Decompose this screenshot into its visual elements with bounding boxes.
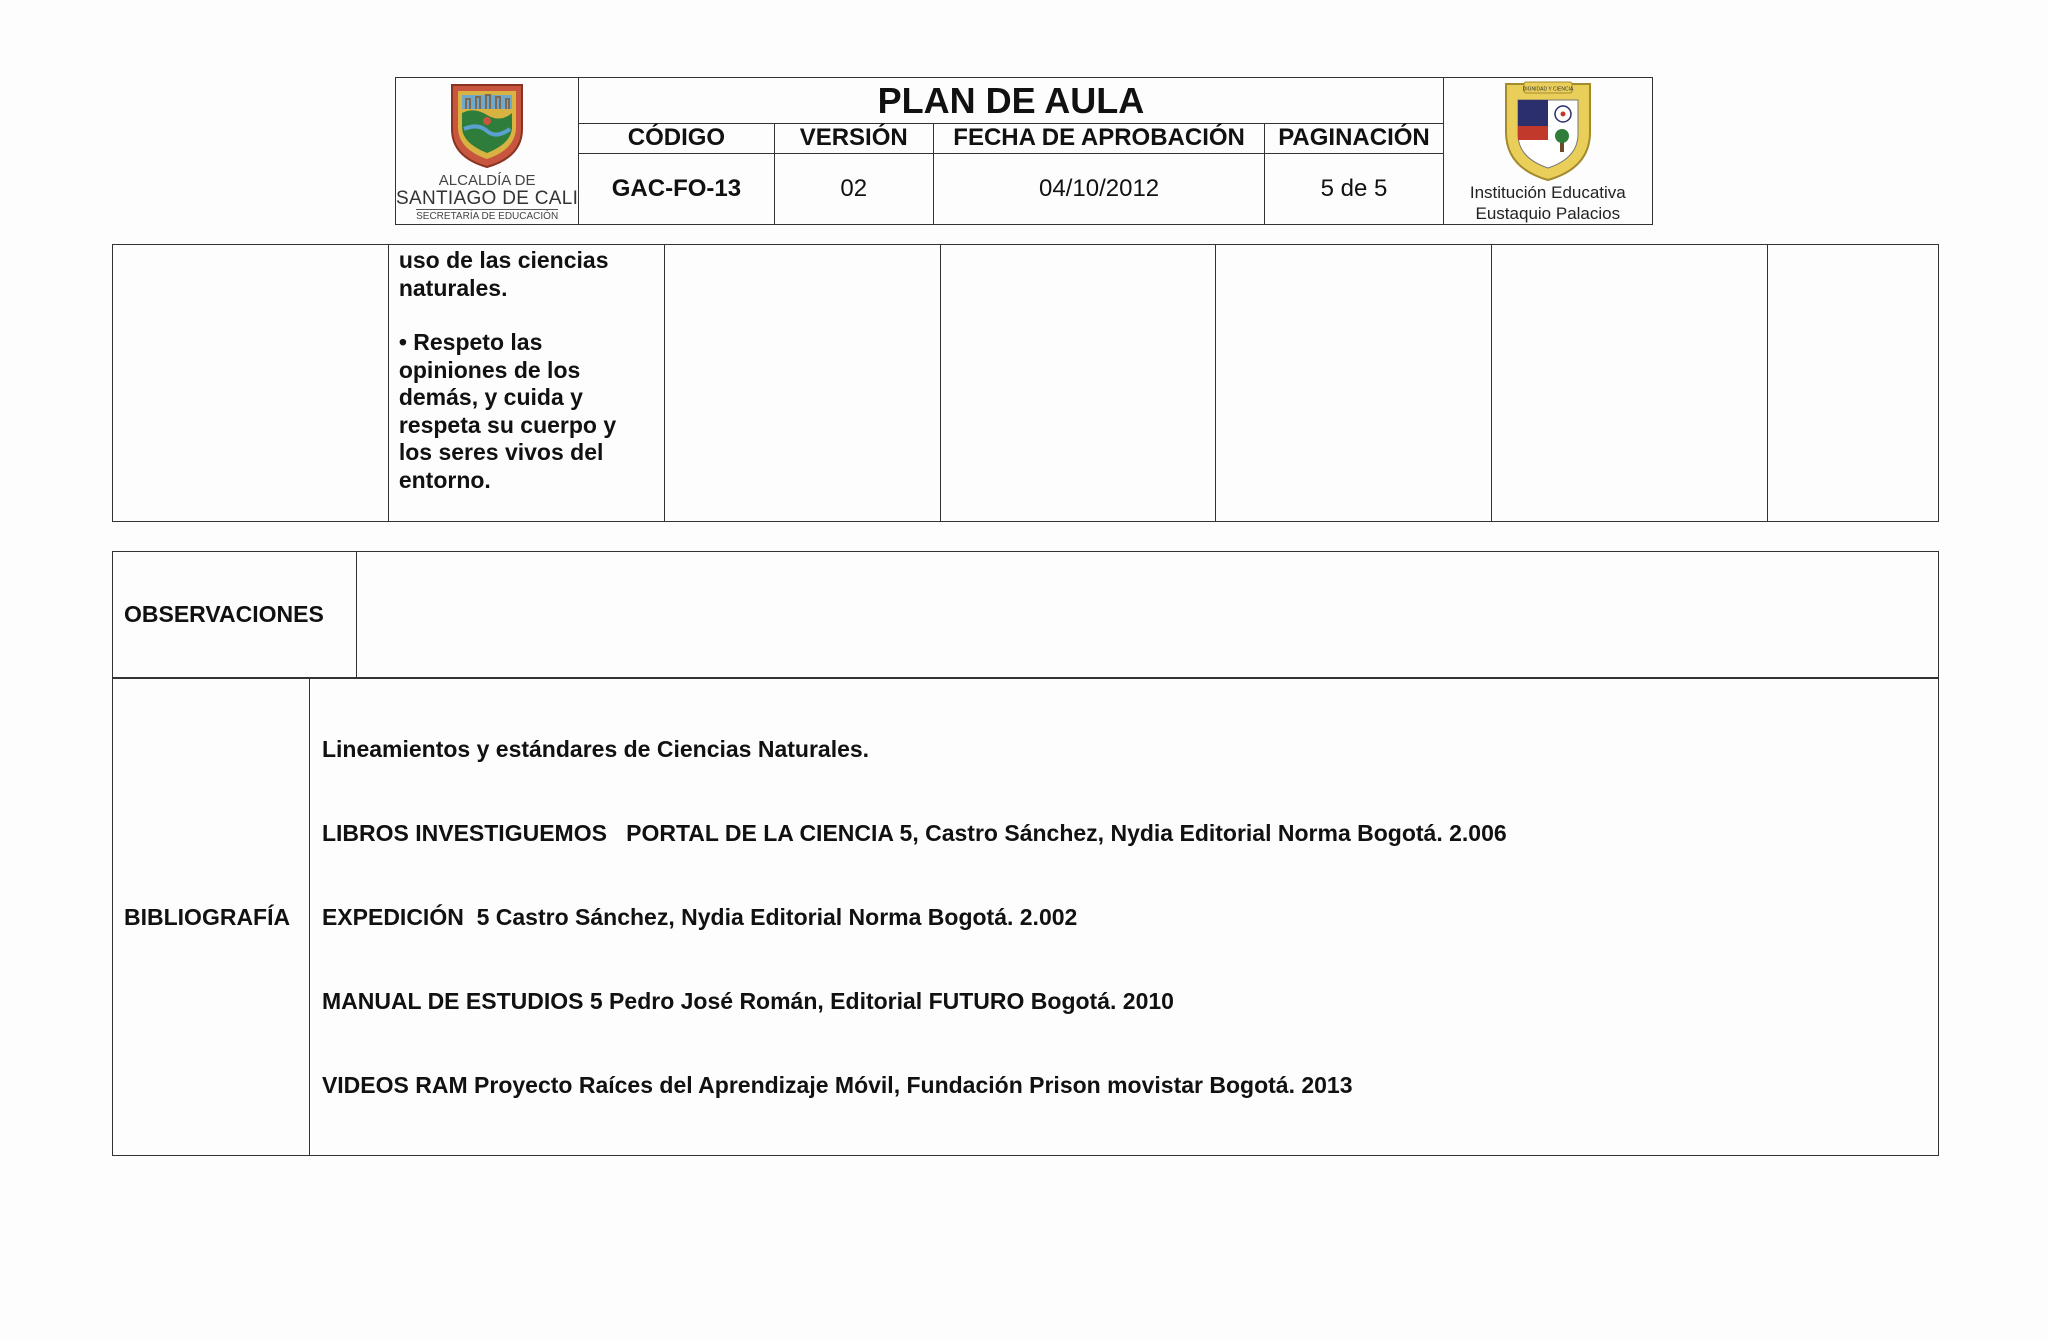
- bibliography-item: LIBROS INVESTIGUEMOS PORTAL DE LA CIENCIA 5, Castro Sánchez, Nydia Editorial Norma Bogotá. 2.006: [321, 820, 1507, 846]
- cali-logo-line1: ALCALDÍA DE: [438, 171, 536, 189]
- pagination-value: 5 de 5: [1265, 153, 1443, 225]
- bibliography-label: BIBLIOGRAFÍA: [113, 679, 310, 1156]
- school-motto: DIGNIDAD Y CIENCIA: [1522, 86, 1574, 93]
- bibliography-list: [309, 679, 1938, 1156]
- table-cell: [1768, 245, 1939, 522]
- code-label: CÓDIGO: [579, 124, 774, 153]
- competency-paragraph: uso de las ciencias naturales.: [398, 247, 609, 301]
- cali-logo: [396, 81, 578, 222]
- bibliography-item: MANUAL DE ESTUDIOS 5 Pedro José Román, Editorial FUTURO Bogotá. 2010: [321, 988, 1174, 1014]
- version-value: 02: [774, 153, 933, 225]
- school-logo-cell: [1443, 78, 1652, 225]
- version-label: VERSIÓN: [774, 124, 933, 153]
- table-cell: [1492, 245, 1768, 522]
- cali-logo-cell: [396, 78, 579, 225]
- bibliography-item: Lineamientos y estándares de Ciencias Naturales.: [321, 736, 870, 762]
- table-cell: [940, 245, 1216, 522]
- school-name-line2: Eustaquio Palacios: [1475, 204, 1621, 223]
- cali-logo-line3: SECRETARÍA DE EDUCACIÓN: [416, 210, 559, 222]
- cali-logo-line2: SANTIAGO DE CALI: [396, 187, 579, 209]
- cali-coat-of-arms-icon: [448, 81, 526, 169]
- bibliography-item: EXPEDICIÓN 5 Castro Sánchez, Nydia Editorial Norma Bogotá. 2.002: [321, 904, 1078, 930]
- table-cell: [113, 245, 389, 522]
- bibliography-table: [112, 678, 1939, 1156]
- pagination-label: PAGINACIÓN: [1265, 124, 1443, 153]
- school-shield-icon: [1502, 78, 1594, 182]
- approval-date-label: FECHA DE APROBACIÓN: [933, 124, 1265, 153]
- observations-value: [356, 552, 1938, 678]
- school-name-line1: Institución Educativa: [1469, 183, 1626, 202]
- code-value: GAC-FO-13: [579, 153, 774, 225]
- table-cell-competencies: [388, 245, 664, 522]
- document-header: [395, 77, 1653, 225]
- competency-paragraph: • Respeto las opiniones de los demás, y cuida y respeta su cuerpo y los seres vivos del entorno.: [398, 329, 617, 493]
- observations-label: OBSERVACIONES: [113, 552, 357, 678]
- table-cell: [664, 245, 940, 522]
- approval-date-value: 04/10/2012: [933, 153, 1265, 225]
- observations-table: [112, 551, 1939, 678]
- school-logo: [1444, 78, 1652, 224]
- plan-table: [112, 244, 1939, 522]
- bibliography-item: VIDEOS RAM Proyecto Raíces del Aprendizaje Móvil, Fundación Prison movistar Bogotá. 2013: [321, 1072, 1353, 1098]
- page-title: PLAN DE AULA: [579, 78, 1443, 124]
- table-cell: [1216, 245, 1492, 522]
